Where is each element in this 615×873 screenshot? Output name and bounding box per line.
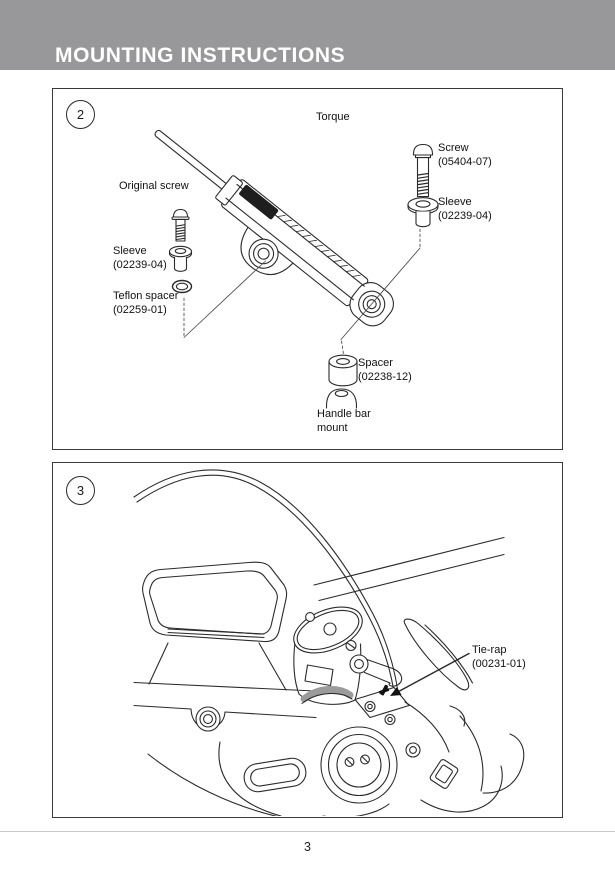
steering-damper-drawing xyxy=(127,117,399,353)
label-spacer: Spacer (02238-12) xyxy=(358,357,412,383)
step-number: 2 xyxy=(76,107,85,122)
label-sleeve-right: Sleeve (02239-04) xyxy=(438,196,492,222)
cockpit-tie-rap-diagram xyxy=(53,463,561,816)
reservoir-drawing xyxy=(287,598,369,704)
instrument-cluster-drawing xyxy=(143,562,287,690)
screw-icon xyxy=(414,145,433,197)
sleeve-left-icon xyxy=(170,246,192,271)
step-number-badge xyxy=(66,100,95,129)
label-original-screw: Original screw xyxy=(119,180,189,192)
step-number-badge xyxy=(66,476,95,505)
handlebar-mount-icon xyxy=(326,389,356,408)
handlebar-drawing xyxy=(134,683,316,732)
label-torque: Torque xyxy=(316,111,350,123)
switch-housing-drawing xyxy=(321,727,397,803)
label-teflon-spacer: Teflon spacer (02259-01) xyxy=(113,290,179,316)
label-handlebar-mount: Handle bar mount xyxy=(317,408,371,434)
brake-lever-drawing xyxy=(404,619,472,690)
footer-divider xyxy=(0,831,615,832)
label-tie-rap: Tie-rap (00231-01) xyxy=(472,644,526,670)
label-screw: Screw (05404-07) xyxy=(438,142,492,168)
step-number: 3 xyxy=(76,483,85,498)
label-sleeve-left: Sleeve (02239-04) xyxy=(113,245,167,271)
fairing-duct-drawing xyxy=(148,742,308,816)
page-number: 3 xyxy=(304,840,311,854)
header-band xyxy=(0,0,615,70)
figure-step-3 xyxy=(52,462,563,818)
windscreen-edge-lines xyxy=(314,538,504,601)
figure-step-2 xyxy=(52,88,563,450)
original-screw-icon xyxy=(172,210,189,242)
page-title: MOUNTING INSTRUCTIONS xyxy=(55,44,346,67)
sleeve-right-icon xyxy=(408,198,438,227)
spacer-icon xyxy=(329,355,357,386)
